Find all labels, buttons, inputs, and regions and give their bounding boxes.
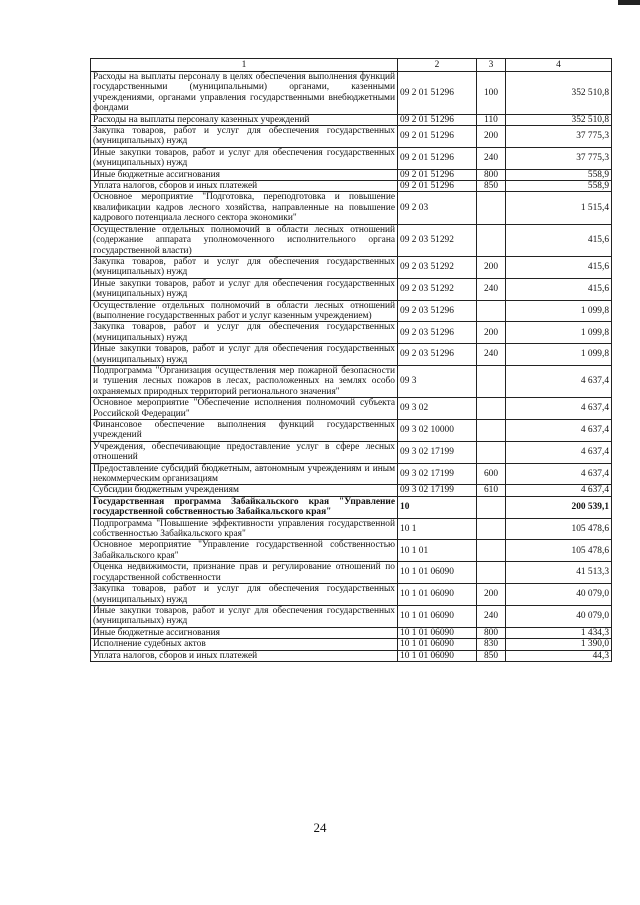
- row-type: 850: [477, 181, 506, 192]
- row-code: 10 1 01 06090: [398, 650, 477, 661]
- column-header-type: 3: [477, 59, 506, 72]
- row-amount: 105 478,6: [506, 540, 612, 562]
- row-code: 09 2 01 51296: [398, 181, 477, 192]
- row-code: 09 2 01 51296: [398, 72, 477, 115]
- row-amount: 4 637,4: [506, 441, 612, 463]
- row-code: 10 1 01 06090: [398, 627, 477, 638]
- row-type: 200: [477, 322, 506, 344]
- row-name: Субсидии бюджетным учреждениям: [91, 485, 398, 496]
- table-row: [91, 584, 612, 606]
- row-amount: 37 775,3: [506, 147, 612, 169]
- row-amount: 40 079,0: [506, 605, 612, 627]
- row-code: 09 3 02 17199: [398, 463, 477, 485]
- row-name: Осуществление отдельных полномочий в области лесных отношений (выполнение государственных работ и услуг казенным учреждением): [91, 300, 398, 322]
- row-code: 09 3 02 10000: [398, 420, 477, 442]
- row-name: Государственная программа Забайкальского края "Управление государственной собственностью Забайкальского края": [91, 496, 398, 518]
- table-row: [91, 72, 612, 115]
- table-row: [91, 169, 612, 180]
- row-code: 10 1 01 06090: [398, 639, 477, 650]
- row-name: Иные закупки товаров, работ и услуг для обеспечения государственных (муниципальных) нужд: [91, 147, 398, 169]
- table-row: [91, 322, 612, 344]
- table-row: [91, 627, 612, 638]
- table-row: [91, 192, 612, 224]
- table-row: [91, 398, 612, 420]
- row-name: Осуществление отдельных полномочий в области лесных отношений (содержание аппарата уполномоченного исполнительного органа государственной власти): [91, 224, 398, 256]
- row-name: Иные бюджетные ассигнования: [91, 169, 398, 180]
- row-code: 09 3 02 17199: [398, 485, 477, 496]
- table-row: [91, 562, 612, 584]
- row-code: 09 2 01 51296: [398, 169, 477, 180]
- row-amount: 415,6: [506, 224, 612, 256]
- table-row: [91, 147, 612, 169]
- table-row: [91, 344, 612, 366]
- scan-edge-mark: [618, 0, 640, 5]
- row-type: 110: [477, 114, 506, 125]
- row-type: [477, 224, 506, 256]
- table-row: [91, 605, 612, 627]
- row-type: 240: [477, 344, 506, 366]
- row-code: 09 2 01 51296: [398, 114, 477, 125]
- row-type: [477, 441, 506, 463]
- row-amount: 415,6: [506, 278, 612, 300]
- row-name: Исполнение судебных актов: [91, 639, 398, 650]
- row-type: 610: [477, 485, 506, 496]
- row-code: 09 2 03: [398, 192, 477, 224]
- row-type: [477, 540, 506, 562]
- row-amount: 105 478,6: [506, 518, 612, 540]
- row-type: 200: [477, 256, 506, 278]
- table-row: [91, 224, 612, 256]
- table-row: [91, 181, 612, 192]
- row-name: Финансовое обеспечение выполнения функций государственных учреждений: [91, 420, 398, 442]
- row-type: [477, 398, 506, 420]
- row-type: [477, 192, 506, 224]
- row-amount: 1 390,0: [506, 639, 612, 650]
- row-type: [477, 562, 506, 584]
- row-code: 09 2 03 51292: [398, 224, 477, 256]
- row-amount: 4 637,4: [506, 398, 612, 420]
- table-row: [91, 496, 612, 518]
- row-code: 09 2 01 51296: [398, 126, 477, 148]
- row-type: [477, 300, 506, 322]
- row-code: 09 3 02 17199: [398, 441, 477, 463]
- row-type: 600: [477, 463, 506, 485]
- row-code: 09 2 03 51296: [398, 344, 477, 366]
- row-name: Подпрограмма "Повышение эффективности управления государственной собственностью Забайкальского края": [91, 518, 398, 540]
- row-type: 200: [477, 126, 506, 148]
- table-row: [91, 278, 612, 300]
- row-amount: 1 099,8: [506, 344, 612, 366]
- header-row: [91, 59, 612, 72]
- column-header-code: 2: [398, 59, 477, 72]
- column-header-name: 1: [91, 59, 398, 72]
- row-amount: 558,9: [506, 169, 612, 180]
- row-amount: 1 515,4: [506, 192, 612, 224]
- row-name: Закупка товаров, работ и услуг для обеспечения государственных (муниципальных) нужд: [91, 322, 398, 344]
- row-code: 10 1 01 06090: [398, 584, 477, 606]
- table-row: [91, 126, 612, 148]
- table-row: [91, 365, 612, 397]
- row-name: Предоставление субсидий бюджетным, автономным учреждениям и иным некоммерческим организациям: [91, 463, 398, 485]
- row-name: Закупка товаров, работ и услуг для обеспечения государственных (муниципальных) нужд: [91, 126, 398, 148]
- table-row: [91, 650, 612, 661]
- row-type: 800: [477, 627, 506, 638]
- table-row: [91, 540, 612, 562]
- row-amount: 4 637,4: [506, 485, 612, 496]
- row-amount: 1 099,8: [506, 300, 612, 322]
- row-name: Расходы на выплаты персоналу в целях обеспечения выполнения функций государственными (муниципальными) органами, казенными учреждениями, органами управления государственными внебюджетными фондами: [91, 72, 398, 115]
- row-code: 10 1: [398, 518, 477, 540]
- row-amount: 558,9: [506, 181, 612, 192]
- row-amount: 37 775,3: [506, 126, 612, 148]
- row-amount: 352 510,8: [506, 114, 612, 125]
- table-row: [91, 518, 612, 540]
- row-code: 10 1 01: [398, 540, 477, 562]
- row-type: 830: [477, 639, 506, 650]
- row-amount: 200 539,1: [506, 496, 612, 518]
- table-row: [91, 114, 612, 125]
- table-row: [91, 463, 612, 485]
- row-amount: 1 434,3: [506, 627, 612, 638]
- row-code: 09 2 03 51292: [398, 278, 477, 300]
- row-amount: 41 513,3: [506, 562, 612, 584]
- row-amount: 352 510,8: [506, 72, 612, 115]
- table-row: [91, 639, 612, 650]
- row-name: Уплата налогов, сборов и иных платежей: [91, 650, 398, 661]
- row-code: 10 1 01 06090: [398, 605, 477, 627]
- row-name: Иные закупки товаров, работ и услуг для обеспечения государственных (муниципальных) нужд: [91, 344, 398, 366]
- budget-table: [90, 58, 612, 662]
- row-amount: 4 637,4: [506, 365, 612, 397]
- row-code: 09 2 03 51296: [398, 300, 477, 322]
- row-type: [477, 496, 506, 518]
- row-type: 100: [477, 72, 506, 115]
- row-type: [477, 420, 506, 442]
- row-name: Учреждения, обеспечивающие предоставление услуг в сфере лесных отношений: [91, 441, 398, 463]
- row-amount: 1 099,8: [506, 322, 612, 344]
- row-code: 09 3 02: [398, 398, 477, 420]
- row-amount: 415,6: [506, 256, 612, 278]
- row-name: Основное мероприятие "Управление государственной собственностью Забайкальского края": [91, 540, 398, 562]
- column-header-amount: 4: [506, 59, 612, 72]
- row-code: 09 2 03 51292: [398, 256, 477, 278]
- row-name: Уплата налогов, сборов и иных платежей: [91, 181, 398, 192]
- row-type: 240: [477, 278, 506, 300]
- row-name: Подпрограмма "Организация осуществления мер пожарной безопасности и тушения лесных пожаров в лесах, расположенных на землях особо охраняемых природных территорий регионального значения": [91, 365, 398, 397]
- row-name: Расходы на выплаты персоналу казенных учреждений: [91, 114, 398, 125]
- row-name: Оценка недвижимости, признание прав и регулирование отношений по государственной собственности: [91, 562, 398, 584]
- row-code: 09 3: [398, 365, 477, 397]
- row-type: 240: [477, 605, 506, 627]
- row-name: Основное мероприятие "Обеспечение исполнения полномочий субъекта Российской Федерации": [91, 398, 398, 420]
- row-type: 240: [477, 147, 506, 169]
- row-name: Закупка товаров, работ и услуг для обеспечения государственных (муниципальных) нужд: [91, 256, 398, 278]
- page-number: 24: [313, 820, 327, 835]
- row-type: 800: [477, 169, 506, 180]
- row-code: 10: [398, 496, 477, 518]
- row-code: 10 1 01 06090: [398, 562, 477, 584]
- table-row: [91, 420, 612, 442]
- table-row: [91, 441, 612, 463]
- row-type: 200: [477, 584, 506, 606]
- row-amount: 4 637,4: [506, 463, 612, 485]
- row-code: 09 2 01 51296: [398, 147, 477, 169]
- table-row: [91, 485, 612, 496]
- row-name: Иные бюджетные ассигнования: [91, 627, 398, 638]
- table-body: [91, 72, 612, 662]
- row-amount: 40 079,0: [506, 584, 612, 606]
- row-name: Основное мероприятие "Подготовка, переподготовка и повышение квалификации кадров лесного хозяйства, направленные на повышение кадрового потенциала лесного сектора экономики": [91, 192, 398, 224]
- row-name: Иные закупки товаров, работ и услуг для обеспечения государственных (муниципальных) нужд: [91, 605, 398, 627]
- row-name: Иные закупки товаров, работ и услуг для обеспечения государственных (муниципальных) нужд: [91, 278, 398, 300]
- row-amount: 44,3: [506, 650, 612, 661]
- row-name: Закупка товаров, работ и услуг для обеспечения государственных (муниципальных) нужд: [91, 584, 398, 606]
- row-type: [477, 518, 506, 540]
- row-type: 850: [477, 650, 506, 661]
- row-type: [477, 365, 506, 397]
- table-row: [91, 300, 612, 322]
- table-row: [91, 256, 612, 278]
- row-amount: 4 637,4: [506, 420, 612, 442]
- row-code: 09 2 03 51296: [398, 322, 477, 344]
